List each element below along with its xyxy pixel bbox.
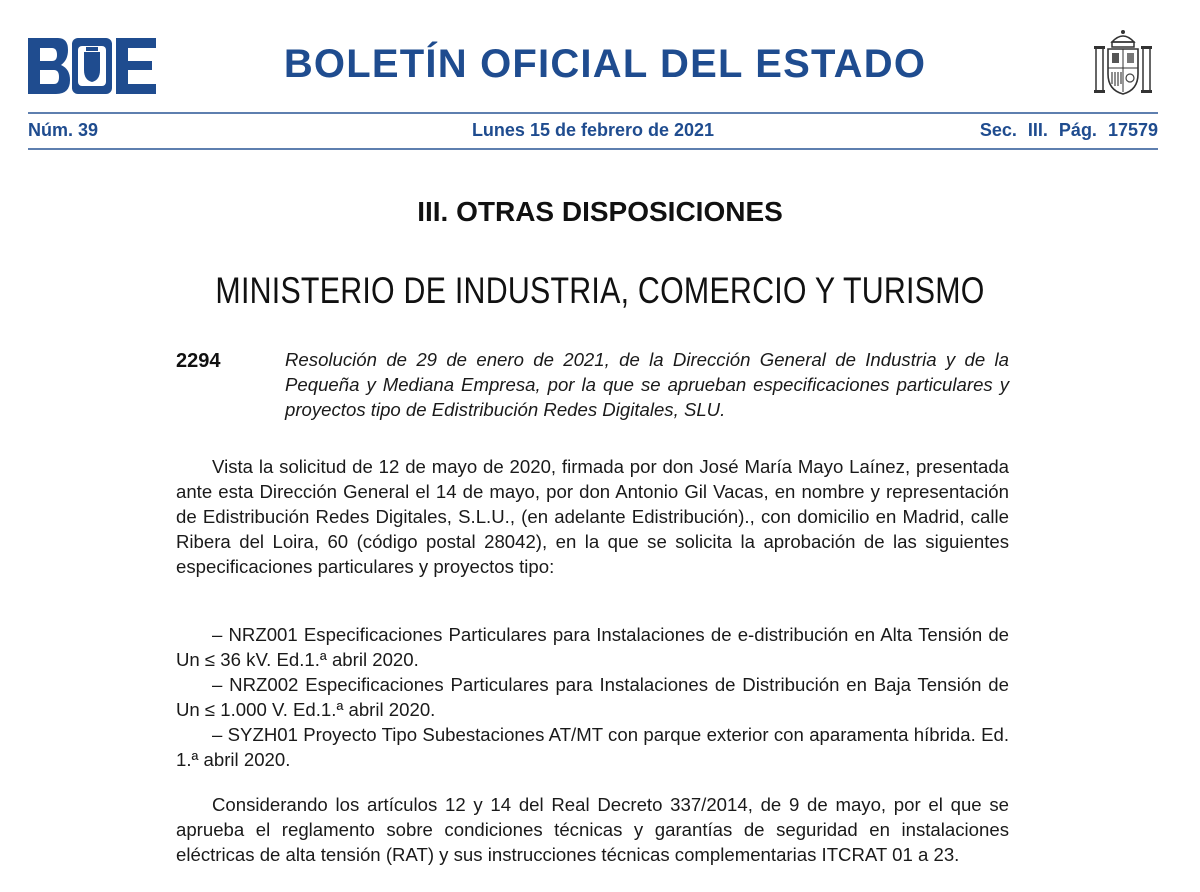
coat-of-arms-icon bbox=[1090, 28, 1156, 98]
list-item: – NRZ002 Especificaciones Particulares para Instalaciones de Distribución en Baja Tensión de Un ≤ 1.000 V. Ed.1.ª abril 2020. bbox=[176, 674, 1009, 720]
issue-number: Núm. 39 bbox=[28, 120, 99, 140]
entry-number: 2294 bbox=[176, 350, 221, 372]
issue-date: Lunes 15 de febrero de 2021 bbox=[471, 120, 715, 140]
specifications-list bbox=[176, 622, 1009, 772]
header-title: BOLETÍN OFICIAL DEL ESTADO bbox=[283, 42, 927, 86]
section-title: III. OTRAS DISPOSICIONES bbox=[417, 196, 783, 227]
header-rule-top bbox=[28, 112, 1158, 114]
section-page: Sec. III. Pág. 17579 bbox=[979, 120, 1158, 140]
page-header bbox=[28, 28, 1158, 112]
list-item: – NRZ001 Especificaciones Particulares para Instalaciones de e-distribución en Alta Tensión de Un ≤ 36 kV. Ed.1.ª abril 2020. bbox=[176, 624, 1009, 670]
paragraph-2: Considerando los artículos 12 y 14 del Real Decreto 337/2014, de 9 de mayo, por el que se aprueba el reglamento sobre condiciones técnicas y garantías de seguridad en instalaciones eléctricas de alta tensión (RAT) y sus instrucciones técnicas complementarias ITCRAT 01 a 23. bbox=[176, 794, 1009, 865]
header-rule-bottom bbox=[28, 148, 1158, 150]
list-item: – SYZH01 Proyecto Tipo Subestaciones AT/MT con parque exterior con aparamenta híbrida. Ed. 1.ª abril 2020. bbox=[176, 724, 1009, 770]
entry-title: Resolución de 29 de enero de 2021, de la Dirección General de Industria y de la Pequeña y Mediana Empresa, por la que se aprueban especificaciones particulares y proyectos tipo de Edistribución Redes Digitales, SLU. bbox=[285, 349, 1009, 420]
paragraph-1: Vista la solicitud de 12 de mayo de 2020, firmada por don José María Mayo Laínez, presentada ante esta Dirección General el 14 de mayo, por don Antonio Gil Vacas, en nombre y representación de Edistribución Redes Digitales, S.L.U., (en adelante Edistribución)., con domicilio en Madrid, calle Ribera del Loira, 60 (código postal 28042), en la que se solicita la aprobación de las siguientes especificaciones particulares y proyectos tipo: bbox=[176, 456, 1009, 577]
ministry-title: MINISTERIO DE INDUSTRIA, COMERCIO Y TURISMO bbox=[215, 270, 985, 311]
header-meta bbox=[28, 120, 1158, 144]
